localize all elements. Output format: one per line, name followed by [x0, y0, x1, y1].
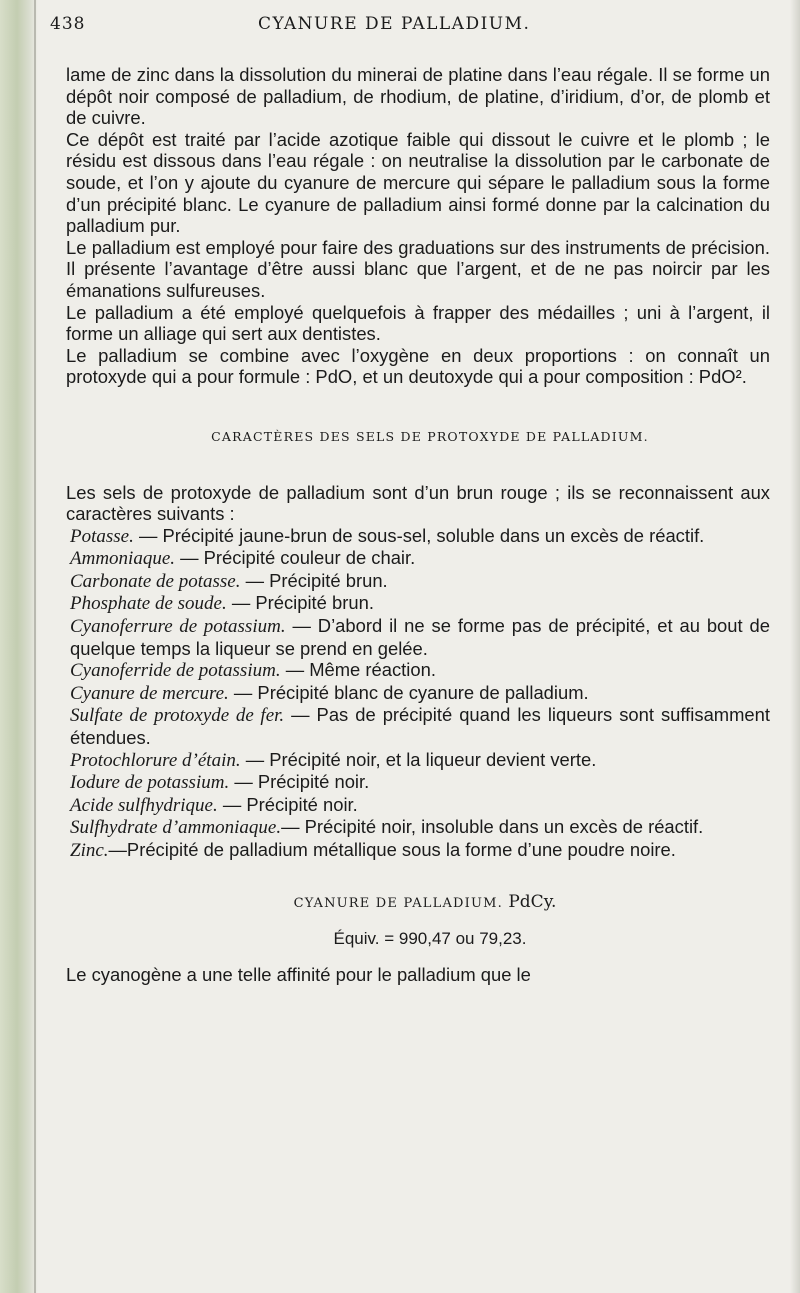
- running-title: CYANURE DE PALLADIUM.: [258, 14, 531, 34]
- reagent-name: Zinc.: [70, 840, 109, 861]
- reaction-result: — Précipité noir, et la liqueur devient verte.: [240, 748, 597, 770]
- reaction-item: [50, 749, 770, 772]
- reagent-name: Potasse.: [70, 525, 134, 547]
- reaction-result: — Précipité brun.: [240, 569, 388, 591]
- reaction-item: [50, 525, 770, 548]
- intro-paragraph: Les sels de protoxyde de palladium sont d’un brun rouge ; ils se reconnaissent aux caractères suivants :: [66, 481, 770, 525]
- reaction-item: [50, 592, 770, 615]
- reaction-item: [50, 615, 770, 659]
- reagent-name: Sulfate de protoxyde de fer.: [70, 705, 285, 727]
- paragraph: Le cyanogène a une telle affinité pour le palladium que le: [66, 963, 531, 985]
- reaction-result: — Même réaction.: [280, 659, 436, 681]
- chemical-formula: PdCy.: [508, 891, 557, 912]
- reagent-name: Iodure de potassium.: [70, 772, 230, 794]
- page-edge-shadow: [790, 0, 800, 1293]
- section-heading: CARACTÈRES DES SELS DE PROTOXYDE DE PALLADIUM.: [211, 428, 649, 444]
- reaction-result: — Précipité noir.: [217, 793, 358, 815]
- reaction-item: [50, 659, 770, 682]
- reagent-name: Acide sulfhydrique.: [70, 794, 218, 816]
- reaction-result: — Précipité noir.: [229, 771, 370, 793]
- reagent-name: Cyanoferrure de potassium.: [70, 616, 286, 638]
- reaction-result: — Précipité blanc de cyanure de palladium.: [228, 681, 589, 703]
- reagent-name: Cyanure de mercure.: [70, 682, 229, 704]
- reaction-item: [50, 839, 770, 862]
- reagent-name: Sulfhydrate d’ammoniaque.: [70, 817, 282, 839]
- reaction-item: [50, 570, 770, 593]
- reaction-item: [50, 704, 770, 748]
- paragraph: Le palladium se combine avec l’oxygène en deux proportions : on connaît un protoxyde qui a pour formule : PdO, et un deutoxyde qui a pour composition : PdO².: [66, 344, 770, 388]
- formula-heading: [50, 892, 770, 915]
- reaction-result: — D’abord il ne se forme pas de précipité, et au bout de quelque temps la liqueur se prend en gelée.: [70, 615, 770, 659]
- reagent-name: Protochlorure d’étain.: [70, 749, 241, 771]
- reaction-item: [50, 771, 770, 794]
- reaction-item: [50, 682, 770, 705]
- reagent-name: Phosphate de soude.: [70, 593, 227, 615]
- reagent-name: Ammoniaque.: [70, 548, 176, 570]
- page-header: [50, 14, 770, 44]
- formula-title: CYANURE DE PALLADIUM.: [293, 895, 504, 911]
- book-binding-edge: [0, 0, 38, 1293]
- reaction-item: [50, 816, 770, 839]
- page-number: 438: [50, 14, 86, 34]
- page-body: [50, 64, 770, 985]
- paragraph: Le palladium est employé pour faire des graduations sur des instruments de précision. Il présente l’avantage d’être aussi blanc que l’argent, et de ne pas noircir par les émanations sulfureuses.: [66, 236, 770, 301]
- book-page: [50, 14, 770, 985]
- reaction-result: — Précipité brun.: [226, 592, 374, 614]
- reaction-result: — Précipité couleur de chair.: [175, 547, 416, 569]
- paragraph: lame de zinc dans la dissolution du minerai de platine dans l’eau régale. Il se forme un dépôt noir composé de palladium, de rhodium, de platine, d’iridium, d’or, de plomb et de cuivre.: [66, 64, 770, 129]
- reaction-result: — Précipité noir, insoluble dans un excès de réactif.: [281, 816, 704, 838]
- reaction-item: [50, 794, 770, 817]
- reaction-result: —Précipité de palladium métallique sous la forme d’une poudre noire.: [108, 839, 676, 860]
- equivalent-weight: Équiv. = 990,47 ou 79,23.: [333, 929, 527, 949]
- reagent-name: Carbonate de potasse.: [70, 570, 241, 592]
- reaction-result: — Précipité jaune-brun de sous-sel, soluble dans un excès de réactif.: [133, 524, 705, 546]
- reaction-item: [50, 547, 770, 570]
- paragraph: Le palladium a été employé quelquefois à frapper des médailles ; uni à l’argent, il forme un alliage qui sert aux dentistes.: [66, 301, 770, 345]
- reaction-list: [50, 525, 770, 862]
- paragraph: Ce dépôt est traité par l’acide azotique faible qui dissout le cuivre et le plomb ; le résidu est dissous dans l’eau régale : on neutralise la dissolution par le carbonate de soude, et l’on y ajoute du cyanure de mercure qui sépare le palladium sous la forme d’un précipité blanc. Le cyanure de palladium ainsi formé donne par la calcination du palladium pur.: [66, 128, 770, 237]
- reaction-result: — Pas de précipité quand les liqueurs sont suffisamment étendues.: [70, 704, 770, 749]
- reagent-name: Cyanoferride de potassium.: [70, 660, 281, 682]
